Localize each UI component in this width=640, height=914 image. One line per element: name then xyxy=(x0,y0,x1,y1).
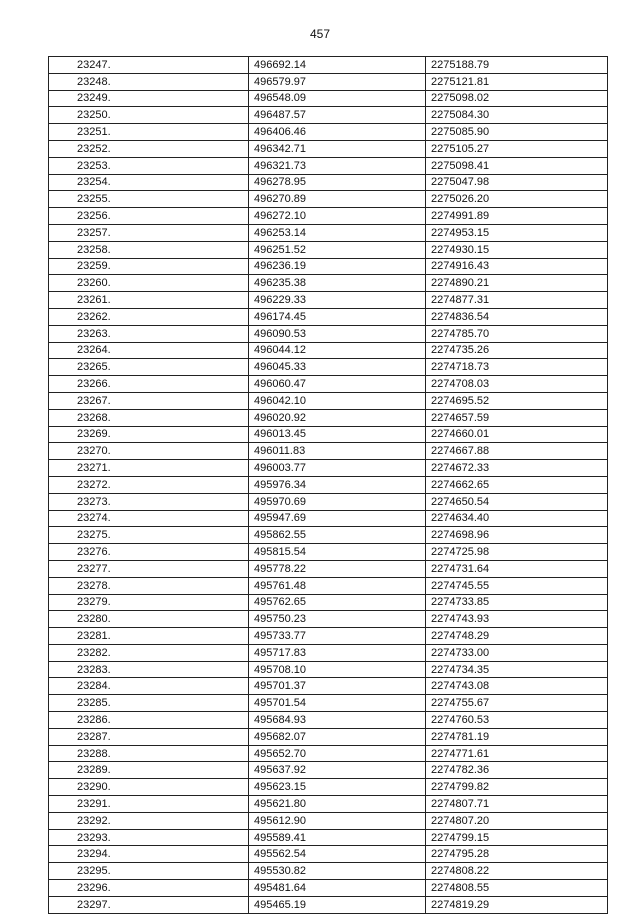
x-coordinate-cell: 496253.14 xyxy=(249,224,426,241)
table-row xyxy=(49,90,608,107)
point-number-cell: 23288. xyxy=(49,745,249,762)
y-coordinate-cell: 2275084.30 xyxy=(426,107,608,124)
table-row xyxy=(49,712,608,729)
x-coordinate-cell: 495815.54 xyxy=(249,544,426,561)
x-coordinate-cell: 495708.10 xyxy=(249,661,426,678)
table-row xyxy=(49,796,608,813)
x-coordinate-cell: 496270.89 xyxy=(249,191,426,208)
y-coordinate-cell: 2274930.15 xyxy=(426,241,608,258)
point-number-cell: 23263. xyxy=(49,325,249,342)
y-coordinate-cell: 2274731.64 xyxy=(426,560,608,577)
x-coordinate-cell: 496042.10 xyxy=(249,392,426,409)
table-row xyxy=(49,426,608,443)
table-row xyxy=(49,762,608,779)
x-coordinate-cell: 495562.54 xyxy=(249,846,426,863)
x-coordinate-cell: 495778.22 xyxy=(249,560,426,577)
point-number-cell: 23257. xyxy=(49,224,249,241)
y-coordinate-cell: 2275026.20 xyxy=(426,191,608,208)
point-number-cell: 23296. xyxy=(49,880,249,897)
point-number-cell: 23293. xyxy=(49,829,249,846)
table-row xyxy=(49,359,608,376)
point-number-cell: 23295. xyxy=(49,863,249,880)
y-coordinate-cell: 2274708.03 xyxy=(426,376,608,393)
y-coordinate-cell: 2275098.02 xyxy=(426,90,608,107)
x-coordinate-cell: 495717.83 xyxy=(249,644,426,661)
coordinates-table-body xyxy=(49,57,608,914)
table-row xyxy=(49,57,608,74)
x-coordinate-cell: 495762.65 xyxy=(249,594,426,611)
point-number-cell: 23265. xyxy=(49,359,249,376)
point-number-cell: 23287. xyxy=(49,728,249,745)
point-number-cell: 23280. xyxy=(49,611,249,628)
x-coordinate-cell: 496579.97 xyxy=(249,73,426,90)
point-number-cell: 23259. xyxy=(49,258,249,275)
x-coordinate-cell: 496321.73 xyxy=(249,157,426,174)
y-coordinate-cell: 2274808.55 xyxy=(426,880,608,897)
table-row xyxy=(49,510,608,527)
table-row xyxy=(49,107,608,124)
table-row xyxy=(49,594,608,611)
x-coordinate-cell: 496692.14 xyxy=(249,57,426,74)
point-number-cell: 23260. xyxy=(49,275,249,292)
x-coordinate-cell: 495733.77 xyxy=(249,628,426,645)
point-number-cell: 23252. xyxy=(49,140,249,157)
y-coordinate-cell: 2274795.28 xyxy=(426,846,608,863)
point-number-cell: 23297. xyxy=(49,896,249,913)
y-coordinate-cell: 2274953.15 xyxy=(426,224,608,241)
x-coordinate-cell: 495612.90 xyxy=(249,812,426,829)
y-coordinate-cell: 2274890.21 xyxy=(426,275,608,292)
y-coordinate-cell: 2274771.61 xyxy=(426,745,608,762)
y-coordinate-cell: 2274660.01 xyxy=(426,426,608,443)
point-number-cell: 23286. xyxy=(49,712,249,729)
y-coordinate-cell: 2274667.88 xyxy=(426,443,608,460)
point-number-cell: 23281. xyxy=(49,628,249,645)
point-number-cell: 23278. xyxy=(49,577,249,594)
point-number-cell: 23247. xyxy=(49,57,249,74)
y-coordinate-cell: 2274650.54 xyxy=(426,493,608,510)
table-row xyxy=(49,258,608,275)
y-coordinate-cell: 2274748.29 xyxy=(426,628,608,645)
point-number-cell: 23292. xyxy=(49,812,249,829)
table-row xyxy=(49,376,608,393)
y-coordinate-cell: 2275105.27 xyxy=(426,140,608,157)
table-row xyxy=(49,124,608,141)
x-coordinate-cell: 496236.19 xyxy=(249,258,426,275)
table-row xyxy=(49,880,608,897)
x-coordinate-cell: 495530.82 xyxy=(249,863,426,880)
table-row xyxy=(49,342,608,359)
table-row xyxy=(49,275,608,292)
table-row xyxy=(49,544,608,561)
x-coordinate-cell: 495623.15 xyxy=(249,779,426,796)
x-coordinate-cell: 496020.92 xyxy=(249,409,426,426)
table-row xyxy=(49,174,608,191)
point-number-cell: 23269. xyxy=(49,426,249,443)
point-number-cell: 23271. xyxy=(49,460,249,477)
point-number-cell: 23270. xyxy=(49,443,249,460)
y-coordinate-cell: 2274734.35 xyxy=(426,661,608,678)
point-number-cell: 23264. xyxy=(49,342,249,359)
x-coordinate-cell: 496174.45 xyxy=(249,308,426,325)
x-coordinate-cell: 495481.64 xyxy=(249,880,426,897)
y-coordinate-cell: 2274735.26 xyxy=(426,342,608,359)
table-row xyxy=(49,73,608,90)
table-row xyxy=(49,846,608,863)
x-coordinate-cell: 496487.57 xyxy=(249,107,426,124)
y-coordinate-cell: 2274916.43 xyxy=(426,258,608,275)
x-coordinate-cell: 496278.95 xyxy=(249,174,426,191)
point-number-cell: 23279. xyxy=(49,594,249,611)
point-number-cell: 23289. xyxy=(49,762,249,779)
point-number-cell: 23250. xyxy=(49,107,249,124)
x-coordinate-cell: 495970.69 xyxy=(249,493,426,510)
x-coordinate-cell: 496045.33 xyxy=(249,359,426,376)
y-coordinate-cell: 2274808.22 xyxy=(426,863,608,880)
x-coordinate-cell: 495761.48 xyxy=(249,577,426,594)
y-coordinate-cell: 2275098.41 xyxy=(426,157,608,174)
point-number-cell: 23272. xyxy=(49,476,249,493)
point-number-cell: 23291. xyxy=(49,796,249,813)
y-coordinate-cell: 2274760.53 xyxy=(426,712,608,729)
point-number-cell: 23253. xyxy=(49,157,249,174)
x-coordinate-cell: 495684.93 xyxy=(249,712,426,729)
table-row xyxy=(49,191,608,208)
x-coordinate-cell: 495465.19 xyxy=(249,896,426,913)
y-coordinate-cell: 2274743.93 xyxy=(426,611,608,628)
x-coordinate-cell: 496044.12 xyxy=(249,342,426,359)
table-row xyxy=(49,779,608,796)
table-row xyxy=(49,224,608,241)
point-number-cell: 23275. xyxy=(49,527,249,544)
table-row xyxy=(49,628,608,645)
x-coordinate-cell: 496060.47 xyxy=(249,376,426,393)
table-row xyxy=(49,443,608,460)
point-number-cell: 23285. xyxy=(49,695,249,712)
point-number-cell: 23277. xyxy=(49,560,249,577)
table-row xyxy=(49,611,608,628)
point-number-cell: 23266. xyxy=(49,376,249,393)
x-coordinate-cell: 496235.38 xyxy=(249,275,426,292)
x-coordinate-cell: 495701.37 xyxy=(249,678,426,695)
table-row xyxy=(49,527,608,544)
y-coordinate-cell: 2274743.08 xyxy=(426,678,608,695)
y-coordinate-cell: 2274785.70 xyxy=(426,325,608,342)
point-number-cell: 23261. xyxy=(49,292,249,309)
table-row xyxy=(49,577,608,594)
table-row xyxy=(49,241,608,258)
point-number-cell: 23262. xyxy=(49,308,249,325)
table-row xyxy=(49,208,608,225)
x-coordinate-cell: 495589.41 xyxy=(249,829,426,846)
y-coordinate-cell: 2274634.40 xyxy=(426,510,608,527)
table-row xyxy=(49,493,608,510)
point-number-cell: 23290. xyxy=(49,779,249,796)
x-coordinate-cell: 496229.33 xyxy=(249,292,426,309)
table-row xyxy=(49,409,608,426)
y-coordinate-cell: 2274718.73 xyxy=(426,359,608,376)
table-row xyxy=(49,476,608,493)
y-coordinate-cell: 2275047.98 xyxy=(426,174,608,191)
coordinates-table xyxy=(48,56,608,914)
y-coordinate-cell: 2274662.65 xyxy=(426,476,608,493)
x-coordinate-cell: 496013.45 xyxy=(249,426,426,443)
x-coordinate-cell: 495947.69 xyxy=(249,510,426,527)
y-coordinate-cell: 2274657.59 xyxy=(426,409,608,426)
table-row xyxy=(49,157,608,174)
table-row xyxy=(49,695,608,712)
table-row xyxy=(49,392,608,409)
table-row xyxy=(49,644,608,661)
y-coordinate-cell: 2275121.81 xyxy=(426,73,608,90)
x-coordinate-cell: 495621.80 xyxy=(249,796,426,813)
y-coordinate-cell: 2274991.89 xyxy=(426,208,608,225)
table-row xyxy=(49,745,608,762)
point-number-cell: 23282. xyxy=(49,644,249,661)
x-coordinate-cell: 495750.23 xyxy=(249,611,426,628)
table-row xyxy=(49,678,608,695)
y-coordinate-cell: 2274725.98 xyxy=(426,544,608,561)
point-number-cell: 23283. xyxy=(49,661,249,678)
y-coordinate-cell: 2274733.00 xyxy=(426,644,608,661)
x-coordinate-cell: 496406.46 xyxy=(249,124,426,141)
y-coordinate-cell: 2274695.52 xyxy=(426,392,608,409)
y-coordinate-cell: 2274745.55 xyxy=(426,577,608,594)
table-row xyxy=(49,308,608,325)
x-coordinate-cell: 495701.54 xyxy=(249,695,426,712)
x-coordinate-cell: 496548.09 xyxy=(249,90,426,107)
table-row xyxy=(49,661,608,678)
table-row xyxy=(49,863,608,880)
table-row xyxy=(49,140,608,157)
y-coordinate-cell: 2274819.29 xyxy=(426,896,608,913)
point-number-cell: 23249. xyxy=(49,90,249,107)
point-number-cell: 23273. xyxy=(49,493,249,510)
y-coordinate-cell: 2274807.20 xyxy=(426,812,608,829)
table-row xyxy=(49,292,608,309)
point-number-cell: 23254. xyxy=(49,174,249,191)
x-coordinate-cell: 496090.53 xyxy=(249,325,426,342)
y-coordinate-cell: 2275085.90 xyxy=(426,124,608,141)
y-coordinate-cell: 2274755.67 xyxy=(426,695,608,712)
y-coordinate-cell: 2274698.96 xyxy=(426,527,608,544)
point-number-cell: 23268. xyxy=(49,409,249,426)
x-coordinate-cell: 496011.83 xyxy=(249,443,426,460)
y-coordinate-cell: 2274836.54 xyxy=(426,308,608,325)
y-coordinate-cell: 2274877.31 xyxy=(426,292,608,309)
table-row xyxy=(49,325,608,342)
table-row xyxy=(49,560,608,577)
y-coordinate-cell: 2274733.85 xyxy=(426,594,608,611)
x-coordinate-cell: 495862.55 xyxy=(249,527,426,544)
point-number-cell: 23267. xyxy=(49,392,249,409)
x-coordinate-cell: 496003.77 xyxy=(249,460,426,477)
point-number-cell: 23248. xyxy=(49,73,249,90)
y-coordinate-cell: 2274672.33 xyxy=(426,460,608,477)
point-number-cell: 23251. xyxy=(49,124,249,141)
y-coordinate-cell: 2274799.15 xyxy=(426,829,608,846)
table-row xyxy=(49,829,608,846)
y-coordinate-cell: 2274799.82 xyxy=(426,779,608,796)
point-number-cell: 23294. xyxy=(49,846,249,863)
page-number: 457 xyxy=(309,27,331,41)
table-row xyxy=(49,460,608,477)
y-coordinate-cell: 2275188.79 xyxy=(426,57,608,74)
point-number-cell: 23258. xyxy=(49,241,249,258)
x-coordinate-cell: 496251.52 xyxy=(249,241,426,258)
point-number-cell: 23284. xyxy=(49,678,249,695)
y-coordinate-cell: 2274782.36 xyxy=(426,762,608,779)
point-number-cell: 23255. xyxy=(49,191,249,208)
x-coordinate-cell: 495976.34 xyxy=(249,476,426,493)
y-coordinate-cell: 2274781.19 xyxy=(426,728,608,745)
x-coordinate-cell: 495682.07 xyxy=(249,728,426,745)
y-coordinate-cell: 2274807.71 xyxy=(426,796,608,813)
x-coordinate-cell: 496272.10 xyxy=(249,208,426,225)
x-coordinate-cell: 495652.70 xyxy=(249,745,426,762)
table-row xyxy=(49,728,608,745)
x-coordinate-cell: 496342.71 xyxy=(249,140,426,157)
table-row xyxy=(49,812,608,829)
point-number-cell: 23274. xyxy=(49,510,249,527)
x-coordinate-cell: 495637.92 xyxy=(249,762,426,779)
point-number-cell: 23256. xyxy=(49,208,249,225)
point-number-cell: 23276. xyxy=(49,544,249,561)
